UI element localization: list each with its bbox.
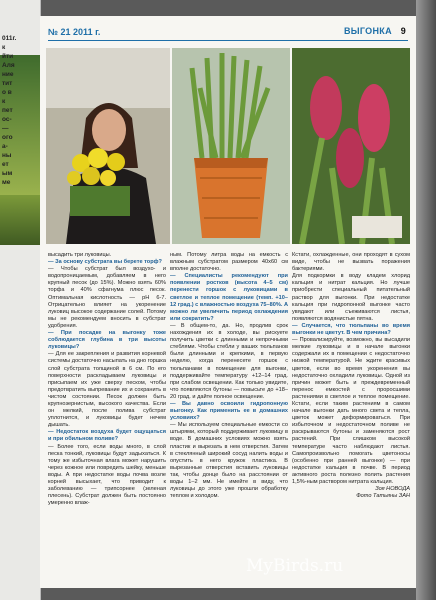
photo-red-hyacinths	[292, 48, 410, 244]
page-number: 9	[400, 26, 406, 36]
previous-page-line: пет	[2, 107, 13, 114]
previous-page-line: йти	[2, 53, 14, 60]
article-paragraph: ным. Потому литра воды на емкость с влажным субстратом размером 40x60 см вполне достаточно.	[170, 252, 288, 273]
author-credit: Фото Татьяны ЗАН	[356, 493, 410, 500]
previous-page-line: тит	[2, 80, 13, 87]
previous-page-line: ет	[2, 161, 9, 168]
previous-page-photo-lower	[0, 195, 40, 245]
article-column-1	[48, 252, 166, 507]
previous-page-line: Аля	[2, 62, 15, 69]
section-header	[344, 26, 406, 36]
interview-question: — За основу субстрата вы берете торф?	[48, 259, 162, 266]
previous-page-line: ме	[2, 179, 11, 186]
article-paragraph: высадить три луковицы.	[48, 252, 112, 258]
previous-page-line: ым	[2, 170, 13, 177]
magazine-page	[40, 16, 416, 588]
previous-page-text	[2, 34, 38, 187]
previous-page	[0, 0, 41, 600]
interview-question: — Вы давно освоили гидропонную выгонку. Как применить ее в домашних условиях?	[170, 400, 288, 422]
interview-question: — Недостаток воздуха будет ощущаться и при обильном поливе?	[48, 429, 166, 443]
interview-question: — Случается, что тюльпаны во время выгонки не цветут. В чем причина?	[292, 322, 410, 337]
previous-page-line: ос-	[2, 116, 12, 123]
previous-page-line: к	[2, 44, 6, 51]
previous-page-line: —	[2, 125, 9, 132]
article-paragraph: — Мы используем специальные емкости со штырями, который поддерживает луковицу в воде. В домашних условиях можно взять пластик и вырезать в нем отверстия. Затем в стеклянный широкий сосуд налить воды и опустить в него кружок пластика. В вырезанные отверстия вставить луковицы так, чтобы донце было на расстоянии от воды 1–2 мм. Не имейте в виду, что луковицы до этого уже прошли обработку теплом и холодом.	[170, 422, 288, 500]
article-paragraph: — Провалиэируйте, возможно, вы высадили мелкие луковицы и в начале выгонки содержали их в помещении с недостаточно низкой температурой. Не ждите красивых цветов, если во время укоренения вы недостаточно охладили луковицы. Одной из причин может быть и преждевременный перенос емкостей с проросшими растениями в светлое и теплое помещение. Кстати, если таким растениям в самом начале выгонки дать много света и тепла, цветок может деформироваться. При избыточном и недостаточном поливе не раскрываются бутоны и заменяются рост растений. При слишком высокой температуре часто наблюдают листья. Самопроизвольно помогать цветоносы (особенно при ранней выгонке) — при недостатке кальция в почве. В период активного роста полезно полить растения 1,5%-ным раствором нитрата кальция.	[292, 337, 410, 485]
watermark: MyBirds.ru	[246, 556, 344, 576]
previous-page-line: 011г.	[2, 35, 17, 42]
previous-page-line: ние	[2, 71, 14, 78]
interview-question: — При посадке на выгонку тоже соблюдается глубина в три высоты луковицы?	[48, 330, 166, 351]
section-title: ВЫГОНКА	[343, 26, 392, 36]
article-paragraph: — Более того, если воды много, в слой песка тонкий, луковицы будут задыхаться. К тому же избыточная влага может нарушить через кожное или повредить шейку, меньше воды. А при недостатке воды почва возле корней высыхает, что приводит к заболеванию — трипсорнее (зеленая плесень). Субстрат должен быть постоянно умеренно влаж-	[48, 443, 166, 507]
article-paragraph: — В общем-то, да. Но, продлив срок нахождения их в холоде, вы рискуете получить цветки с длинными и непрочными стеблями. Чтобы стебли у ваших тюльпанов были длинными и крепкими, в первую неделю, когда перенесете горшок с тюльпанами в помещение для выгонки, поддерживайте температуру +12–14 град. при слабом освещении. Как только увидите, что появляются бутоны — повысьте до +18–20 град. и дайте полное освещение.	[170, 322, 288, 400]
previous-page-line: о в	[2, 89, 12, 96]
author-credit: Зоя НОВОДА	[375, 486, 410, 493]
article-paragraph: Для подкормки в воду кладем хлорид кальция и нитрат кальция. Но лучше приобрести специальный питательный раствор для выгонки. При недостатке кальция при гидропонной выгонке часто увядают или съеживаются листья, появляются водянистые пятна.	[292, 273, 410, 322]
previous-page-line: ны	[2, 152, 12, 159]
article-paragraph: — Для ее закрепления и развития корневой системы достаточно насыпать на дно горшка слой субстрата толщиной в 6 см. По его поверхности раскладываем луковицы и присыпаем их уже сверху песком, чтобы предотвратить выпревание их и сохранить в чистом состоянии. Песок должен быть крупнозернистым, высокого качества. Если он мелкий, после полива субстрат уплотнится, и луковицы будет нечем дышать.	[48, 351, 166, 429]
photo-woman-with-tulips	[46, 48, 170, 244]
previous-page-line: ого	[2, 134, 13, 141]
header-rule	[48, 40, 408, 41]
photo-potted-tulip-sprouts	[172, 48, 290, 244]
previous-page-line: а-	[2, 143, 8, 150]
article-column-2	[170, 252, 288, 500]
article-paragraph: Кстати, охлажденные, они проходят в сухом виде, чтобы не вызвать поражения бактериями.	[292, 252, 410, 273]
previous-page-line: к	[2, 98, 6, 105]
article-paragraph: — Чтобы субстрат был воздухо- и водопроницаемым, добавляем в него крупный песок (до 15%). Можно взять 60% торфа и 40% сфагнума плюс песок. Оптимальная кислотность — pH 6-7. Отрицательно влияет на укоренение луковиц высокое содержание солей. Потому мы не рекомендуем вносить в субстрат удобрения.	[48, 266, 166, 329]
interview-question: — Специалисты рекомендуют при появлении ростков (высота 4–5 см) перенести горшок с луковицами в светлое и теплое помещение (темп. +10–12 град.) с влажностью воздуха 75–80%. А можно ли увеличить период охлаждения или сократить?	[170, 273, 288, 322]
issue-number: № 21 2011 г.	[48, 27, 101, 37]
article-column-3	[292, 252, 410, 500]
page-edge	[416, 0, 436, 600]
